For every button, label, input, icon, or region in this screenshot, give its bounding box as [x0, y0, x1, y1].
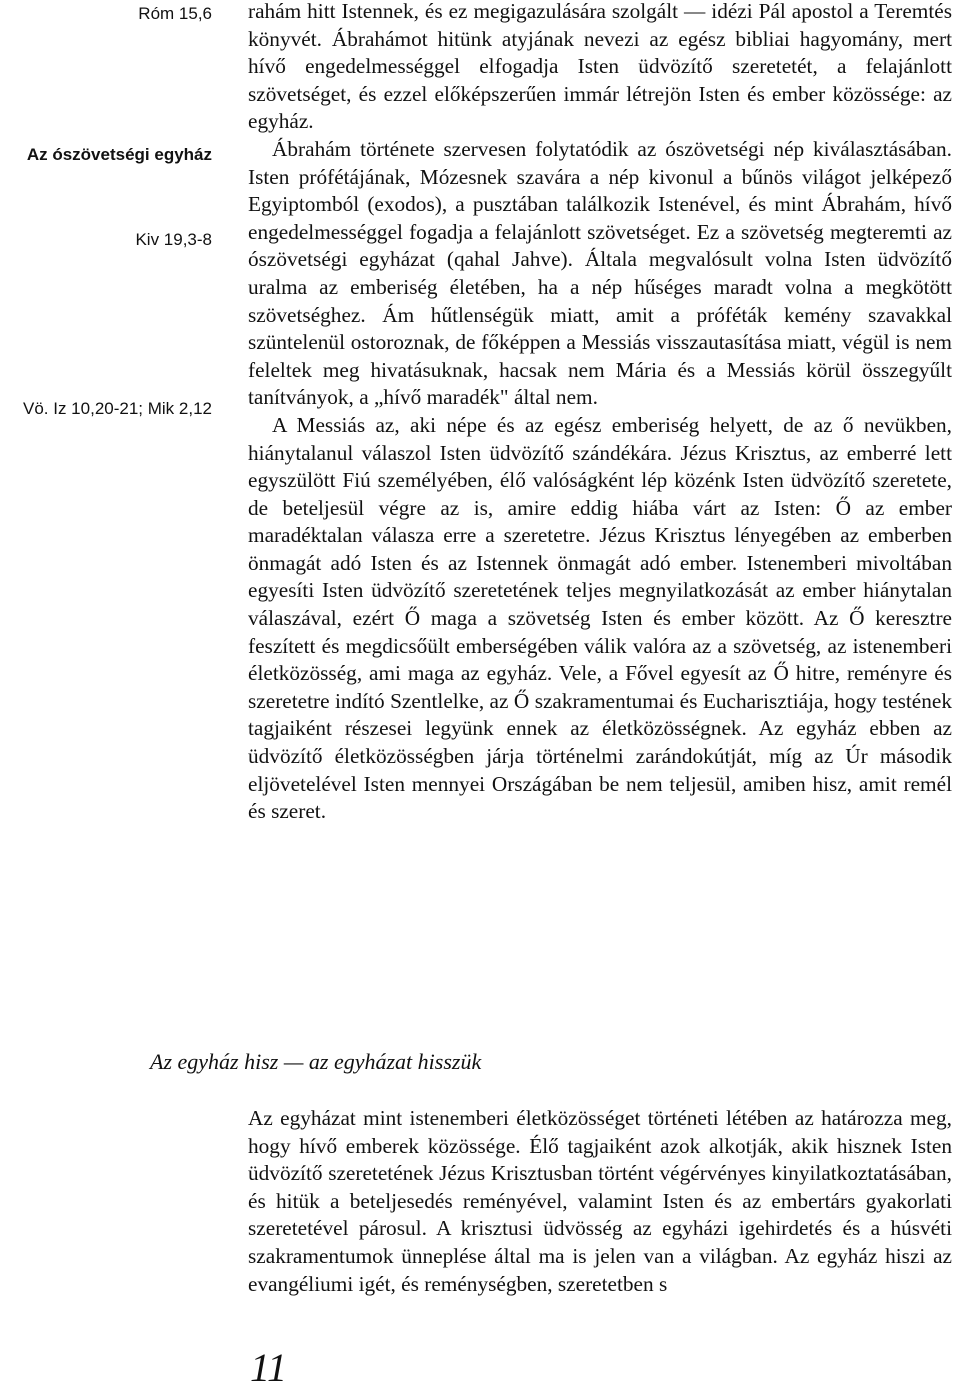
page-number: 11 — [250, 1345, 288, 1390]
paragraph-church-believes: Az egyházat mint istenemberi életközösséget történeti létében az határozza meg, hogy hívő emberek közössége. Élő tagjaiként azok alkotják, akik hisznek Isten üdvözítő szeretetének Jézus Krisztusban történt végérvényes kinyilatkoztatásában, és hitük a beteljesedés reményével, valamint Isten és az embertárs gyakorlati szeretetével párosul. A krisztusi üdvösség az egyházi igehirdetés és a húsvéti szakramentumok ünneplése által ma is jelen van a világban. Az egyház hiszi az evangéliumi igét, és reménységben, szeretetben s — [248, 1106, 952, 1296]
paragraph-abraham-faith: rahám hitt Istennek, és ez megigazulására szolgált — idézi Pál apostol a Teremtés könyvét. Ábrahámot hitünk atyjának nevezi az egész bibliai hagyomány, mert hívő engedelmességgel elfogadja Isten üdvözítő szeretetét, a felajánlott szövetséget, és ezzel előképszerűen immár létrejön Isten és ember közössége: az egyház. — [248, 0, 952, 134]
paragraph-messiah: A Messiás az, aki népe és az egész emberiség helyett, de az ő nevükben, hiánytalanul válaszol Isten üdvözítő szándékára. Jézus Krisztus, az emberré lett egyszülött Fiú személyében, élő valóságként lép közénk Isten üdvözítő szeretete, de beteljesül végre az is, amire eddig hiába várt az Isten: Ő az ember maradéktalan válasza erre a szeretetre. Jézus Krisztus lényegében az emberben önmagát adó Isten és az Istennek önmagát adó ember. Istenemberi mivoltában egyesíti Isten üdvözítő szeretetének teljes megnyilatkozását az ember hiánytalan válaszával, ezért Ő maga a szövetség Isten és ember között. Az Ő keresztre feszített és megdicsőült emberségében válik valóra az a szövetség, az istenemberi életközösség, ami maga az egyház. Vele, a Fővel egyesít az Ő hitre, reményre és szeretetre indító Szentlelke, az Ő szakramentumai és Eucharisztiája, hogy testének tagjaiként részesei legyünk ennek az életközösségnek. Az egyház ebben az üdvözítő életközösségben járja történelmi zarándokútját, míg az Úr második eljövetelével Isten mennyei Országában be nem teljesül, amiben hisz, amit remél és szeret. — [248, 412, 952, 824]
paragraph-old-testament-people: Ábrahám története szervesen folytatódik az ószövetségi nép kiválasztásában. Isten prófétájának, Mózesnek szavára a nép kivonul a bűnös világot jelképező Egyiptomból (exodos), a pusztában találkozik Istenével, és mint Ábrahám, hívő engedelmességgel fogadja a felajánlott szövetséget. Ez a szövetség megteremti az ószövetségi egyházat (qahal Jahve). Általa megvalósult volna Isten üdvözítő uralma az emberiség életében, ha a nép hűséges maradt volna a megkötött szövetséghez. Ám hűtlenségük miatt, amit a próféták kemény szavakkal szüntelenül ostoroznak, de főképpen a Messiás visszautasítása miatt, végül is nem feleltek meg hivatásuknak, hacsak nem Mária és a Messiás körül összegyűlt tanítványok, a „hívő maradék" által nem. — [248, 136, 952, 410]
margin-note-rom: Róm 15,6 — [138, 4, 212, 23]
section-heading: Az egyház hisz — az egyházat hisszük — [150, 1049, 482, 1074]
margin-note-section: Az ószövetségi egyház — [26, 145, 212, 164]
bottom-text-block — [248, 1105, 952, 1298]
margin-note-vo: Vö. Iz 10,20-21; Mik 2,12 — [23, 399, 212, 418]
top-text-block — [248, 0, 952, 826]
margin-note-kiv: Kiv 19,3-8 — [135, 230, 212, 249]
